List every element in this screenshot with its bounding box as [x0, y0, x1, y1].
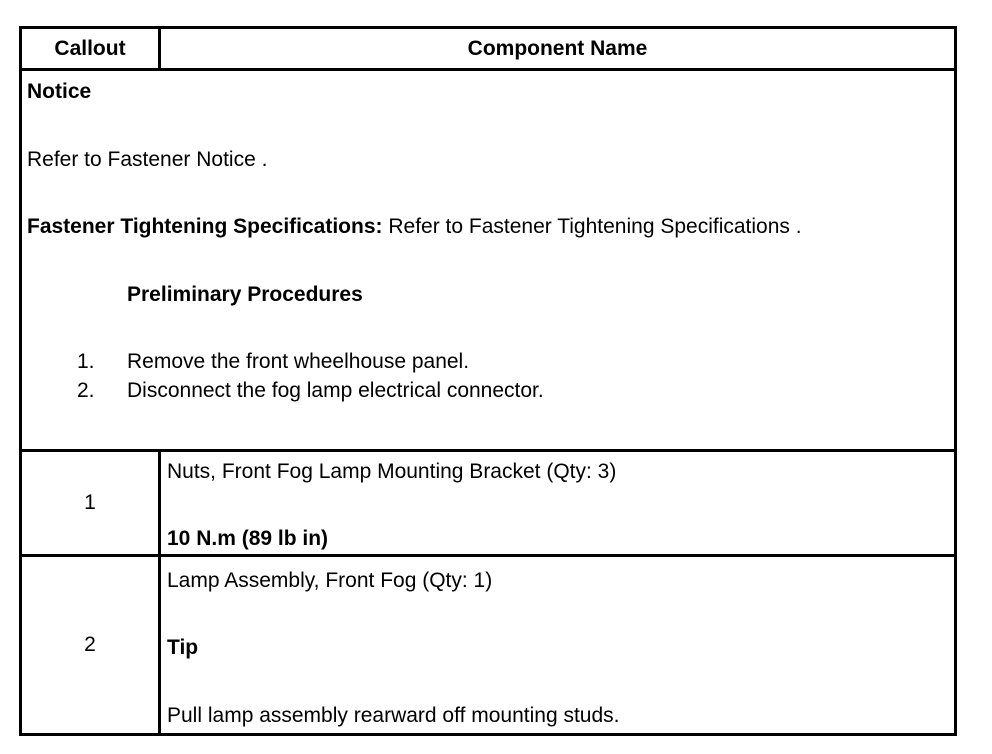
notice-title: Notice	[27, 80, 92, 103]
header-component-name: Component Name	[467, 36, 648, 60]
step-text: Remove the front wheelhouse panel.	[127, 350, 470, 373]
callout-cell: 1	[22, 452, 161, 554]
component-name: Lamp Assembly, Front Fog (Qty: 1)	[167, 569, 493, 592]
step-number: 2.	[77, 379, 95, 402]
torque-spec: 10 N.m (89 lb in)	[167, 527, 329, 550]
fastener-spec-line	[27, 215, 802, 239]
component-name: Nuts, Front Fog Lamp Mounting Bracket (Qty: 3)	[167, 460, 617, 483]
header-callout: Callout	[22, 29, 161, 68]
table-header-row	[22, 29, 954, 71]
fastener-spec-text: Refer to Fastener Tightening Specifications .	[382, 215, 802, 238]
component-name-cell	[161, 557, 954, 733]
table-row	[22, 452, 954, 557]
fastener-spec-label: Fastener Tightening Specifications:	[27, 215, 383, 238]
component-name-cell	[161, 452, 954, 554]
fastener-notice-text: Refer to Fastener Notice .	[27, 148, 268, 171]
preliminary-procedures-title: Preliminary Procedures	[127, 283, 363, 306]
table-row	[22, 557, 954, 733]
notice-section	[22, 71, 954, 452]
tip-text: Pull lamp assembly rearward off mounting studs.	[167, 704, 620, 727]
step-text: Disconnect the fog lamp electrical connector.	[127, 379, 544, 402]
tip-title: Tip	[167, 636, 199, 659]
step-number: 1.	[77, 350, 95, 373]
callout-cell: 2	[22, 557, 161, 733]
component-table	[19, 26, 957, 736]
